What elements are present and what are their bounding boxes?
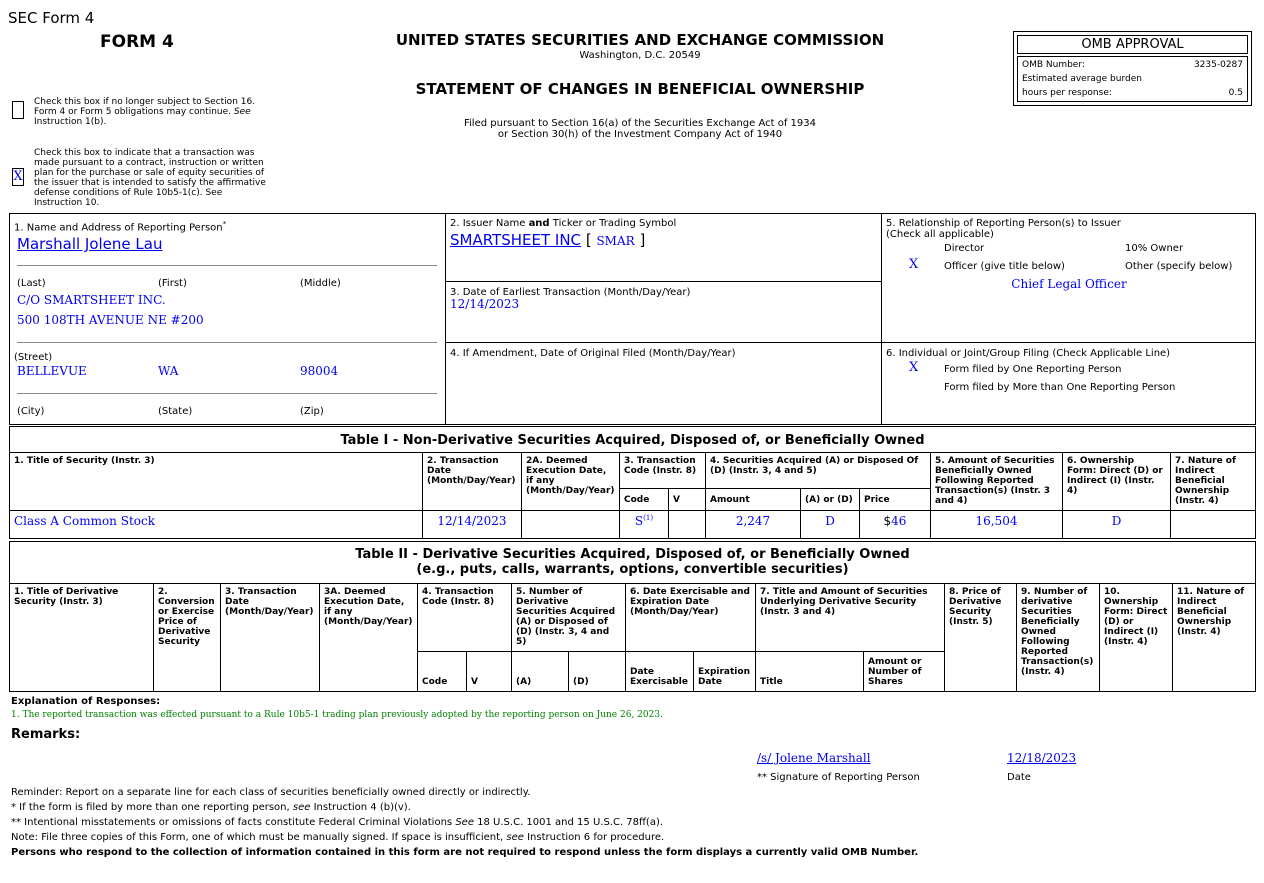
explanation-label: Explanation of Responses:	[11, 696, 161, 707]
t1-row-code-value: S	[634, 514, 644, 528]
t1-row-price-value: 46	[891, 514, 907, 528]
section16-text	[34, 97, 255, 127]
t1-header-deemed: 2A. Deemed Execution Date, if any (Month/Day/Year)	[521, 452, 620, 511]
t2-header-4: 4. Transaction Code (Instr. 8)	[417, 583, 512, 652]
t1-sub-amount: Amount	[705, 488, 801, 511]
earliest-transaction-label: 3. Date of Earliest Transaction (Month/Day/Year)	[450, 287, 691, 298]
t1-row-price	[859, 510, 931, 539]
table2-title-line1: Table II - Derivative Securities Acquired, Disposed of, or Beneficially Owned	[355, 547, 910, 562]
omb-number-value: 3235-0287	[1193, 60, 1243, 70]
footer-line2-see: See	[455, 817, 474, 828]
state-label: (State)	[158, 406, 193, 417]
t1-header-nature: 7. Nature of Indirect Beneficial Ownership (Instr. 4)	[1170, 452, 1256, 511]
amendment-section	[445, 342, 882, 425]
middle-label: (Middle)	[300, 278, 341, 289]
t2-header-3: 3. Transaction Date (Month/Day/Year)	[220, 583, 320, 692]
t2-header-3a: 3A. Deemed Execution Date, if any (Month/Day/Year)	[319, 583, 418, 692]
omb-number-label: OMB Number:	[1022, 60, 1085, 70]
filing-section	[881, 342, 1256, 425]
t2-sub-a: (A)	[511, 651, 569, 692]
issuer-section	[445, 213, 882, 282]
omb-hours-value: 0.5	[1228, 88, 1243, 98]
t1-header-date: 2. Transaction Date (Month/Day/Year)	[422, 452, 522, 511]
issuer-label-post: Ticker or Trading Symbol	[552, 218, 677, 229]
t2-header-7: 7. Title and Amount of Securities Underlying Derivative Security (Instr. 3 and 4)	[755, 583, 945, 652]
rule10b5-checkbox[interactable]: X	[13, 169, 23, 184]
table1-title: Table I - Non-Derivative Securities Acquired, Disposed of, or Beneficially Owned	[9, 426, 1256, 453]
form-title: FORM 4	[100, 32, 174, 52]
issuer-label	[450, 218, 676, 229]
other-label: Other (specify below)	[1125, 261, 1233, 272]
section16-text-line2a: Form 4 or Form 5 obligations may continue.	[34, 107, 232, 117]
divider	[17, 342, 437, 343]
address-line1: C/O SMARTSHEET INC.	[17, 293, 166, 307]
issuer-label-pre: 2. Issuer Name	[450, 218, 526, 229]
t2-header-8: 8. Price of Derivative Security (Instr. 5)	[944, 583, 1017, 692]
section16-text-line1: Check this box if no longer subject to Section 16.	[34, 97, 256, 107]
table2-title	[9, 541, 1256, 584]
filed-pursuant-line1: Filed pursuant to Section 16(a) of the Securities Exchange Act of 1934	[464, 118, 816, 129]
address-line2: 500 108TH AVENUE NE #200	[17, 313, 204, 327]
rule10b5-line: Instruction 10.	[34, 198, 100, 208]
amendment-label: 4. If Amendment, Date of Original Filed (Month/Day/Year)	[450, 348, 736, 359]
t1-header-ownership: 6. Ownership Form: Direct (D) or Indirect (I) (Instr. 4)	[1062, 452, 1171, 511]
reporting-person-section	[9, 213, 446, 425]
footer-line2-pre: ** Intentional misstatements or omissions of facts constitute Federal Criminal Violations	[11, 817, 453, 828]
t2-sub-exercisable: Date Exercisable	[625, 651, 694, 692]
reporting-person-asterisk: *	[222, 220, 227, 228]
rule10b5-line: defense conditions of Rule 10b5-1(c). See	[34, 188, 223, 198]
signature-label: ** Signature of Reporting Person	[757, 772, 920, 783]
relationship-label	[886, 218, 1121, 240]
section16-see: See	[233, 107, 251, 117]
t1-row-price-symbol: $	[883, 514, 892, 528]
t2-header-2: 2. Conversion or Exercise Price of Derivative Security	[153, 583, 221, 692]
t2-header-9: 9. Number of derivative Securities Beneficially Owned Following Reported Transaction(s) (Instr. 4)	[1016, 583, 1100, 692]
section16-text-line3: Instruction 1(b).	[34, 117, 107, 127]
footer-line3-post: Instruction 6 for procedure.	[527, 832, 665, 843]
relationship-label-line2: (Check all applicable)	[886, 229, 994, 240]
footer-line1-see: see	[292, 802, 311, 813]
city-value: BELLEVUE	[17, 364, 87, 378]
footer-line3	[11, 832, 664, 843]
rule10b5-line: plan for the purchase or sale of equity securities of	[34, 168, 265, 178]
last-label: (Last)	[17, 278, 46, 289]
rule10b5-line: made pursuant to a contract, instruction or written	[34, 158, 264, 168]
first-label: (First)	[158, 278, 187, 289]
bracket-close: ]	[639, 231, 646, 249]
earliest-transaction-section	[445, 281, 882, 343]
reporting-person-name-link[interactable]: Marshall Jolene Lau	[17, 235, 163, 253]
officer-label: Officer (give title below)	[944, 261, 1065, 272]
t1-sub-v: V	[668, 488, 706, 511]
t2-sub-amount: Amount or Number of Shares	[863, 651, 945, 692]
t1-row-v	[668, 510, 706, 539]
bracket-open: [	[585, 231, 592, 249]
multiple-persons-label: Form filed by More than One Reporting Person	[944, 382, 1176, 393]
relationship-label-line1: 5. Relationship of Reporting Person(s) to Issuer	[886, 218, 1121, 229]
reporting-person-label	[14, 220, 226, 233]
t2-header-5: 5. Number of Derivative Securities Acquired (A) or Disposed of (D) (Instr. 3, 4 and 5)	[511, 583, 626, 652]
t2-sub-expiration: Expiration Date	[693, 651, 756, 692]
t2-header-1: 1. Title of Derivative Security (Instr. 3)	[9, 583, 154, 692]
omb-approval-box	[1013, 31, 1252, 106]
divider	[17, 265, 437, 266]
filing-label: 6. Individual or Joint/Group Filing (Check Applicable Line)	[886, 348, 1171, 359]
city-label: (City)	[17, 406, 45, 417]
t1-row-code-footnote: (1)	[643, 514, 654, 522]
zip-label: (Zip)	[300, 406, 324, 417]
t2-sub-title: Title	[755, 651, 864, 692]
filed-pursuant-line2: or Section 30(h) of the Investment Company Act of 1940	[497, 129, 783, 140]
omb-burden-label: Estimated average burden	[1022, 74, 1142, 84]
rule10b5-text	[34, 148, 266, 208]
section16-checkbox[interactable]	[12, 101, 24, 119]
footer-line2-post: 18 U.S.C. 1001 and 15 U.S.C. 78ff(a).	[477, 817, 664, 828]
footer-line1	[11, 802, 411, 813]
divider	[17, 393, 437, 394]
t2-sub-v: V	[466, 651, 512, 692]
t2-header-11: 11. Nature of Indirect Beneficial Ownership (Instr. 4)	[1172, 583, 1256, 692]
omb-details	[1017, 56, 1248, 102]
t1-row-owned: 16,504	[930, 510, 1063, 539]
t1-row-title: Class A Common Stock	[9, 510, 423, 539]
omb-title: OMB APPROVAL	[1017, 35, 1248, 54]
signature-date-label: Date	[1007, 772, 1031, 783]
sec-form-label: SEC Form 4	[8, 9, 95, 27]
agency-address: Washington, D.C. 20549	[579, 50, 701, 61]
zip-value: 98004	[300, 364, 339, 378]
statement-title: STATEMENT OF CHANGES IN BENEFICIAL OWNERSHIP	[415, 80, 865, 98]
t2-sub-d: (D)	[568, 651, 626, 692]
t1-sub-price: Price	[859, 488, 931, 511]
agency-name: UNITED STATES SECURITIES AND EXCHANGE COMMISSION	[395, 31, 885, 49]
t1-row-date: 12/14/2023	[422, 510, 522, 539]
state-value: WA	[158, 364, 179, 378]
remarks-label: Remarks:	[11, 727, 81, 742]
signature-name[interactable]: /s/ Jolene Marshall	[757, 751, 871, 765]
footer-line3-see: see	[506, 832, 524, 843]
t1-row-code	[619, 510, 669, 539]
ticker-symbol: SMAR	[596, 234, 635, 248]
street-label: (Street)	[14, 352, 53, 363]
t1-row-ad: D	[800, 510, 860, 539]
director-label: Director	[944, 243, 985, 254]
t1-row-deemed	[521, 510, 620, 539]
t1-sub-ad: (A) or (D)	[800, 488, 860, 511]
t2-sub-code: Code	[417, 651, 467, 692]
t1-header-title: 1. Title of Security (Instr. 3)	[9, 452, 423, 511]
ten-percent-owner-label: 10% Owner	[1125, 243, 1184, 254]
footnote-1: 1. The reported transaction was effected pursuant to a Rule 10b5-1 trading plan previously adopted by the reporting person on June 26, 2023.	[11, 710, 663, 720]
officer-checkmark: X	[909, 257, 919, 272]
issuer-name-row	[450, 231, 645, 249]
t2-header-6: 6. Date Exercisable and Expiration Date (Month/Day/Year)	[625, 583, 756, 652]
signature-date: 12/18/2023	[1007, 751, 1077, 765]
relationship-section	[881, 213, 1256, 343]
t1-sub-code: Code	[619, 488, 669, 511]
t1-header-amount-owned: 5. Amount of Securities Beneficially Owned Following Reported Transaction(s) (Instr. 3 and 4)	[930, 452, 1063, 511]
officer-title: Chief Legal Officer	[1011, 277, 1127, 291]
t1-header-code: 3. Transaction Code (Instr. 8)	[619, 452, 706, 489]
rule10b5-line: Check this box to indicate that a transaction was	[34, 148, 255, 158]
reporting-person-label-text: 1. Name and Address of Reporting Person	[14, 222, 223, 234]
footer-line3-pre: Note: File three copies of this Form, one of which must be manually signed. If space is insufficient,	[11, 832, 504, 843]
footer-omb-note: Persons who respond to the collection of information contained in this form are not required to respond unless the form displays a currently valid OMB Number.	[11, 847, 919, 858]
t1-row-amount: 2,247	[705, 510, 801, 539]
t1-header-securities: 4. Securities Acquired (A) or Disposed Of (D) (Instr. 3, 4 and 5)	[705, 452, 931, 489]
footer-line2	[11, 817, 663, 828]
t1-row-nature	[1170, 510, 1256, 539]
omb-hours-label: hours per response:	[1022, 88, 1112, 98]
earliest-transaction-date: 12/14/2023	[450, 297, 520, 311]
issuer-name-link[interactable]: SMARTSHEET INC	[450, 231, 582, 249]
footer-line1-pre: * If the form is filed by more than one reporting person,	[11, 802, 290, 813]
issuer-label-and: and	[528, 218, 550, 229]
footer-line1-post: Instruction 4 (b)(v).	[313, 802, 411, 813]
t1-row-ownership: D	[1062, 510, 1171, 539]
footer-reminder: Reminder: Report on a separate line for each class of securities beneficially owned directly or indirectly.	[11, 787, 531, 798]
section16-text-line2	[34, 107, 255, 117]
rule10b5-line: the issuer that is intended to satisfy the affirmative	[34, 178, 266, 188]
t2-header-10: 10. Ownership Form: Direct (D) or Indirect (I) (Instr. 4)	[1099, 583, 1173, 692]
one-person-label: Form filed by One Reporting Person	[944, 364, 1122, 375]
table2-title-line2: (e.g., puts, calls, warrants, options, convertible securities)	[416, 562, 849, 577]
one-person-checkmark: X	[909, 360, 919, 375]
